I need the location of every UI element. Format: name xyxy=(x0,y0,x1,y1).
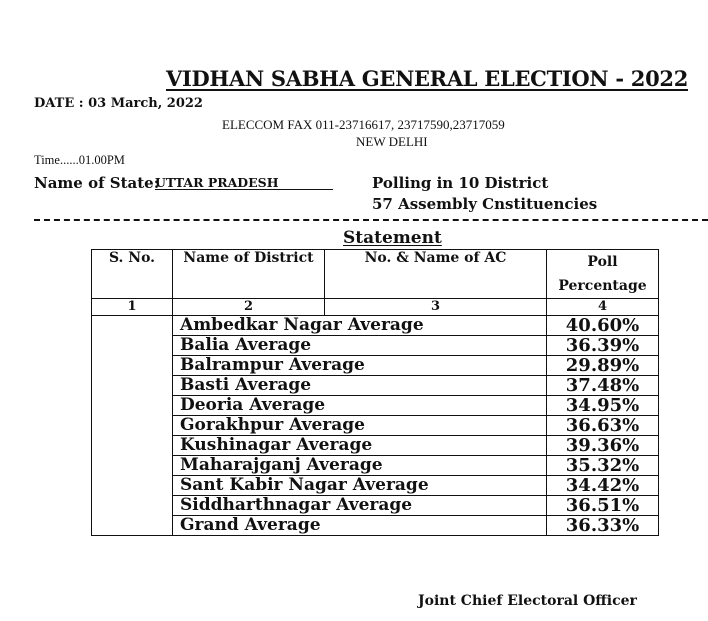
statement-heading: Statement xyxy=(343,228,442,248)
column-number-row xyxy=(92,299,659,316)
header-poll-line1: Poll xyxy=(587,254,618,270)
state-value: UTTAR PRADESH xyxy=(155,176,333,190)
district-average-cell xyxy=(173,456,547,476)
signatory: Joint Chief Electoral Officer xyxy=(418,593,637,609)
district-average-label: Siddharthnagar Average xyxy=(180,495,413,515)
district-average-cell xyxy=(173,376,547,396)
header-sno: S. No. xyxy=(92,250,173,299)
district-average-label: Grand Average xyxy=(180,515,321,535)
table-row xyxy=(92,356,659,376)
column-number: 3 xyxy=(325,299,547,316)
sno-cell xyxy=(92,316,173,336)
column-number: 4 xyxy=(547,299,659,316)
poll-percentage-cell: 36.39% xyxy=(547,336,659,356)
district-average-label: Gorakhpur Average xyxy=(180,415,365,435)
district-average-label: Ambedkar Nagar Average xyxy=(180,315,424,335)
district-average-cell xyxy=(173,516,547,536)
district-average-label: Maharajganj Average xyxy=(180,455,383,475)
city-name: NEW DELHI xyxy=(356,134,428,149)
poll-percentage-cell: 40.60% xyxy=(547,316,659,336)
poll-percentage-cell: 29.89% xyxy=(547,356,659,376)
poll-percentage-cell: 37.48% xyxy=(547,376,659,396)
district-average-cell xyxy=(173,416,547,436)
table-header-row xyxy=(92,250,659,299)
poll-percentage-table xyxy=(91,249,659,536)
column-number: 1 xyxy=(92,299,173,316)
header-poll-line2: Percentage xyxy=(558,278,647,294)
page-title: VIDHAN SABHA GENERAL ELECTION - 2022 xyxy=(166,66,689,91)
district-average-cell xyxy=(173,496,547,516)
sno-cell xyxy=(92,476,173,496)
district-average-label: Basti Average xyxy=(180,375,312,395)
district-average-label: Balrampur Average xyxy=(180,355,365,375)
header-district: Name of District xyxy=(173,250,325,299)
district-average-cell xyxy=(173,356,547,376)
district-average-cell xyxy=(173,476,547,496)
sno-cell xyxy=(92,516,173,536)
table-row xyxy=(92,496,659,516)
table-row xyxy=(92,376,659,396)
sno-cell xyxy=(92,336,173,356)
state-label: Name of State: xyxy=(34,174,160,192)
polling-districts: Polling in 10 District xyxy=(372,174,549,192)
table-row xyxy=(92,336,659,356)
table-row xyxy=(92,476,659,496)
poll-percentage-cell: 34.42% xyxy=(547,476,659,496)
poll-percentage-cell: 34.95% xyxy=(547,396,659,416)
district-average-label: Kushinagar Average xyxy=(180,435,373,455)
column-number: 2 xyxy=(173,299,325,316)
poll-percentage-cell: 35.32% xyxy=(547,456,659,476)
district-average-cell xyxy=(173,336,547,356)
table-row xyxy=(92,396,659,416)
report-time: Time......01.00PM xyxy=(34,153,125,167)
sno-cell xyxy=(92,456,173,476)
district-average-label: Sant Kabir Nagar Average xyxy=(180,475,429,495)
sno-cell xyxy=(92,396,173,416)
table-row xyxy=(92,316,659,336)
header-poll-percentage xyxy=(547,250,659,299)
poll-percentage-cell: 36.33% xyxy=(547,516,659,536)
report-date: DATE : 03 March, 2022 xyxy=(34,96,203,111)
header-ac: No. & Name of AC xyxy=(325,250,547,299)
poll-percentage-cell: 36.63% xyxy=(547,416,659,436)
dashed-divider xyxy=(34,219,708,221)
sno-cell xyxy=(92,416,173,436)
fax-numbers: ELECCOM FAX 011-23716617, 23717590,23717059 xyxy=(222,117,505,132)
poll-percentage-cell: 39.36% xyxy=(547,436,659,456)
district-average-label: Deoria Average xyxy=(180,395,326,415)
district-average-cell xyxy=(173,396,547,416)
sno-cell xyxy=(92,356,173,376)
sno-cell xyxy=(92,376,173,396)
district-average-label: Balia Average xyxy=(180,335,312,355)
polling-constituencies: 57 Assembly Cnstituencies xyxy=(372,195,598,213)
sno-cell xyxy=(92,496,173,516)
district-average-cell xyxy=(173,436,547,456)
table-row xyxy=(92,516,659,536)
poll-percentage-cell: 36.51% xyxy=(547,496,659,516)
table-row xyxy=(92,456,659,476)
district-average-cell xyxy=(173,316,547,336)
table-row xyxy=(92,416,659,436)
sno-cell xyxy=(92,436,173,456)
table-row xyxy=(92,436,659,456)
